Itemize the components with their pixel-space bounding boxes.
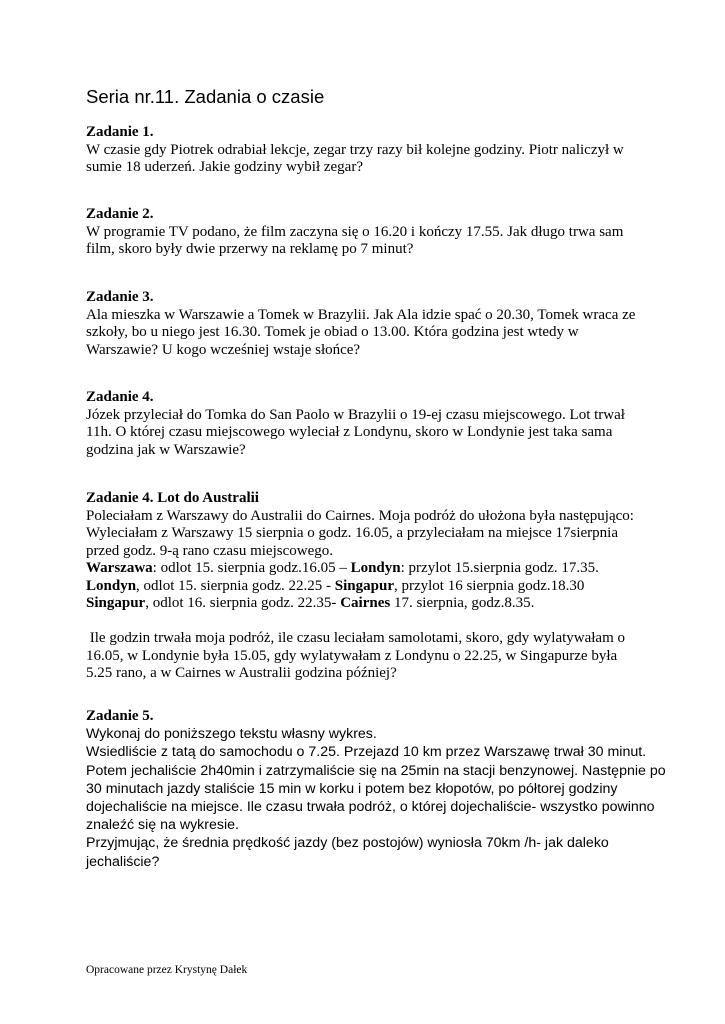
task-5 bbox=[86, 707, 666, 871]
task-2 bbox=[86, 206, 646, 259]
task-heading: Zadanie 2. bbox=[86, 206, 154, 222]
task-text-line: Warszawie? U kogo wcześniej wstaje słońce? bbox=[86, 341, 361, 358]
flight-detail: 17. sierpnia, godz.8.35. bbox=[390, 595, 535, 611]
task-heading: Zadanie 1. bbox=[86, 124, 154, 140]
flight-detail: : odlot 15. sierpnia godz.16.05 – bbox=[152, 560, 351, 576]
task-text-line: godzina jak w Warszawie? bbox=[86, 441, 246, 458]
task-text-line: Józek przyleciał do Tomka do San Paolo w Brazylii o 19-ej czasu miejscowego. Lot trwał bbox=[86, 406, 625, 423]
task-question-line: 5.25 rano, a w Cairnes w Australii godzina później? bbox=[86, 665, 397, 681]
task-text-line: Wykonaj do poniższego tekstu własny wykres. bbox=[86, 726, 377, 743]
flight-city: Londyn bbox=[86, 577, 137, 594]
flight-city: Singapur bbox=[86, 595, 146, 611]
flight-detail: , odlot 16. sierpnia godz. 22.35- bbox=[145, 595, 341, 611]
flight-city: Cairnes bbox=[340, 595, 391, 611]
task-3 bbox=[86, 289, 646, 359]
task-text-line: Poleciałam z Warszawy do Australii do Cairnes. Moja podróż do ułożona była następująco: bbox=[86, 507, 634, 524]
task-text-line: sumie 18 uderzeń. Jakie godziny wybił zegar? bbox=[86, 159, 363, 175]
flight-detail: , odlot 15. sierpnia godz. 22.25 - bbox=[136, 577, 335, 594]
task-heading: Zadanie 4. Lot do Australii bbox=[86, 490, 259, 506]
task-1 bbox=[86, 124, 646, 177]
task-4 bbox=[86, 389, 646, 459]
flight-detail: , przylot 16 sierpnia godz.18.30 bbox=[393, 577, 585, 594]
task-heading: Zadanie 4. bbox=[86, 389, 154, 405]
task-text-line: znaleźć się na wykresie. bbox=[86, 817, 239, 834]
task-text-line: Wyleciałam z Warszawy 15 sierpnia o godz. 16.05, a przyleciałam na miejsce 17sierpnia bbox=[86, 525, 618, 541]
page-footer: Opracowane przez Krystynę Dałek bbox=[86, 964, 248, 976]
task-question-line: Ile godzin trwała moja podróż, ile czasu leciałam samolotami, skoro, gdy wylatywałam o bbox=[86, 630, 626, 646]
flight-city: Londyn bbox=[350, 560, 401, 576]
task-text-line: 30 minutach jazdy staliście 15 min w korku i potem bez kłopotów, po półtorej godziny bbox=[86, 780, 618, 797]
task-text-line: W czasie gdy Piotrek odrabiał lekcje, zegar trzy razy bił kolejne godziny. Piotr naliczył w bbox=[86, 141, 624, 158]
flight-city: Warszawa bbox=[86, 560, 153, 576]
task-heading: Zadanie 5. bbox=[86, 708, 154, 724]
task-text-line: film, skoro były dwie przerwy na reklamę po 7 minut? bbox=[86, 241, 414, 257]
flight-leg bbox=[86, 595, 646, 613]
task-text-line: Wsiedliście z tatą do samochodu o 7.25. Przejazd 10 km przez Warszawę trwał 30 minut. bbox=[86, 744, 647, 761]
flight-city: Singapur bbox=[334, 577, 394, 594]
flight-detail: : przylot 15.sierpnia godz. 17.35. bbox=[400, 560, 599, 576]
task-text-line: dojechaliście na miejsce. Ile czasu trwała podróż, o której dojechaliście- wszystko powinno bbox=[86, 799, 655, 816]
task-heading: Zadanie 3. bbox=[86, 289, 154, 305]
task-text-line: W programie TV podano, że film zaczyna się o 16.20 i kończy 17.55. Jak długo trwa sam bbox=[86, 223, 624, 240]
task-text-line: Przyjmując, że średnia prędkość jazdy (bez postojów) wyniosła 70km /h- jak daleko bbox=[86, 835, 609, 852]
flight-leg bbox=[86, 578, 646, 596]
task-question-line: 16.05, w Londynie była 15.05, gdy wylatywałam z Londynu o 22.25, w Singapurze była bbox=[86, 647, 618, 664]
task-text-line: 11h. O której czasu miejscowego wyleciał z Londynu, skoro w Londynie jest taka sama bbox=[86, 424, 613, 440]
task-text-line: jechaliście? bbox=[86, 853, 160, 870]
task-4-flight bbox=[86, 490, 646, 683]
flight-leg bbox=[86, 560, 646, 578]
task-text-line: Ala mieszka w Warszawie a Tomek w Brazylii. Jak Ala idzie spać o 20.30, Tomek wraca ze bbox=[86, 306, 636, 323]
page-title: Seria nr.11. Zadania o czasie bbox=[86, 86, 325, 107]
task-text-line: szkoły, bo u niego jest 16.30. Tomek je obiad o 13.00. Która godzina jest wtedy w bbox=[86, 324, 579, 340]
task-text-line: Potem jechaliście 2h40min i zatrzymaliście się na 25min na stacji benzynowej. Następnie po bbox=[86, 762, 666, 779]
task-text-line: przed godz. 9-ą rano czasu miejscowego. bbox=[86, 542, 333, 559]
